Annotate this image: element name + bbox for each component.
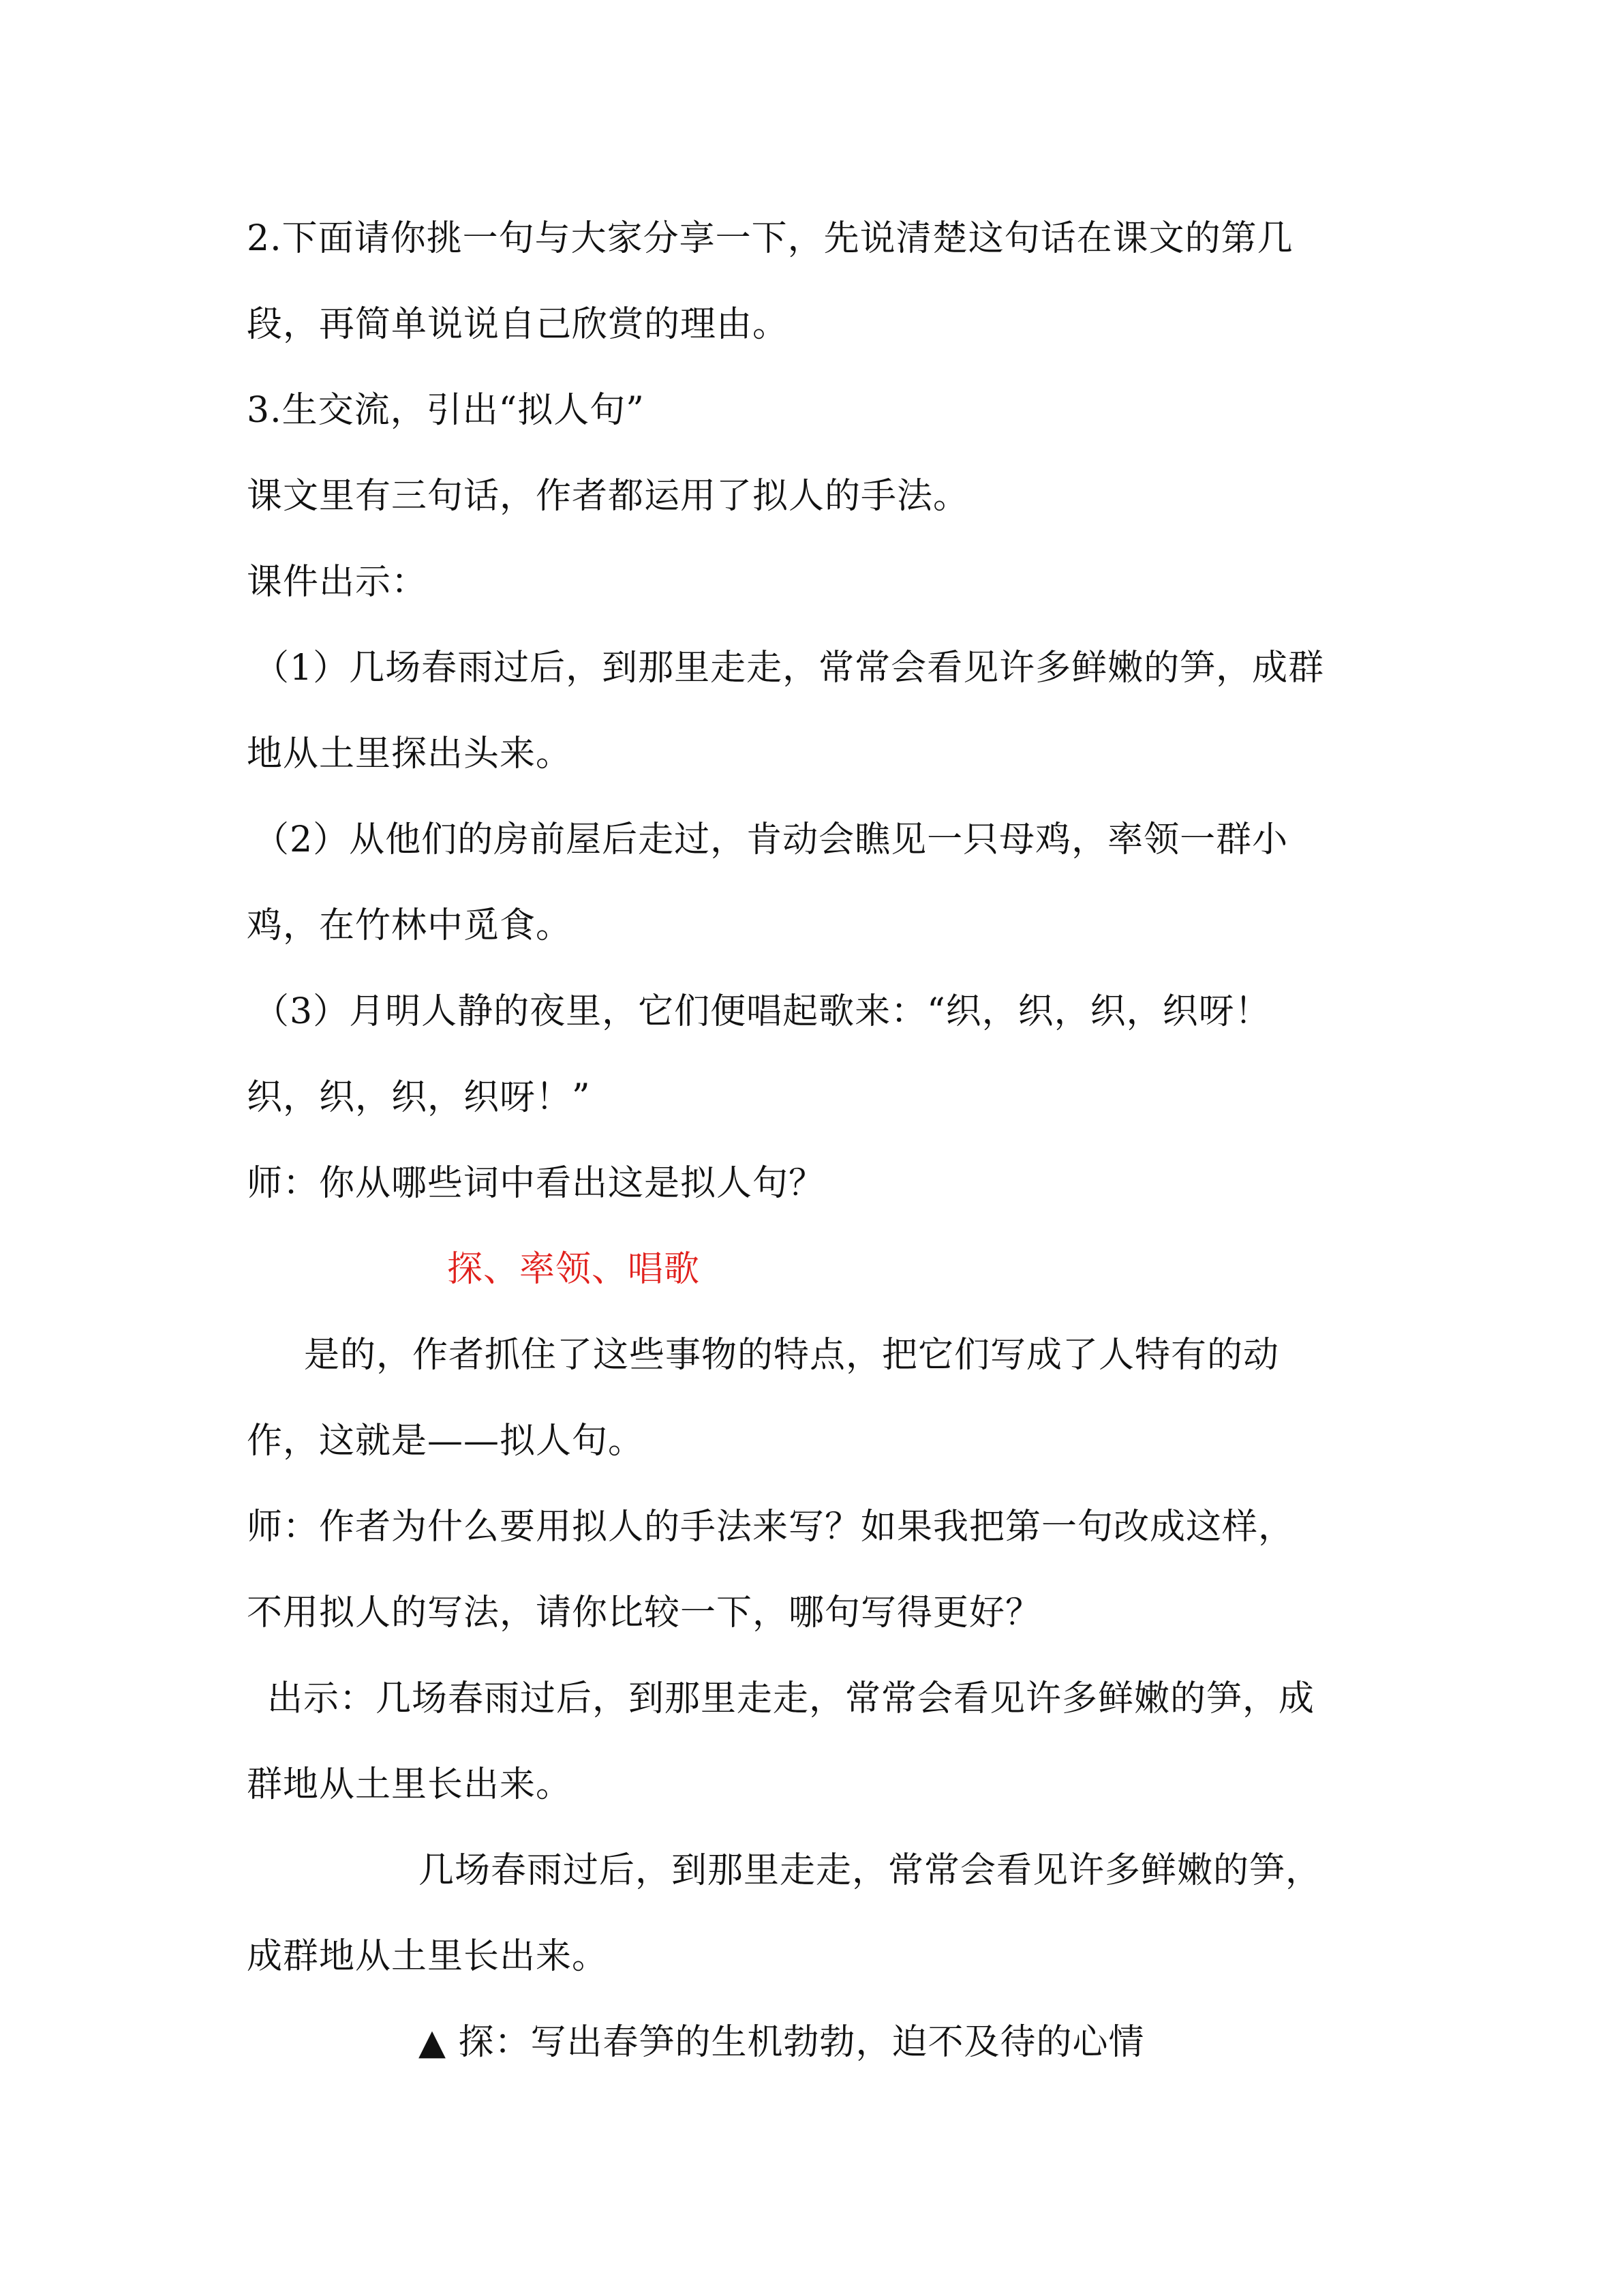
example-sentence-1: （1）几场春雨过后，到那里走走，常常会看见许多鲜嫩的笋，成群 xyxy=(254,648,1325,689)
paragraph-line: 作，这就是——拟人句。 xyxy=(247,1421,645,1462)
paragraph-line: 2.下面请你挑一句与大家分享一下，先说清楚这句话在课文的第几 xyxy=(247,218,1294,259)
paragraph-line: 群地从土里长出来。 xyxy=(247,1764,572,1805)
paragraph-line: 段，再简单说说自己欣赏的理由。 xyxy=(247,304,789,345)
triangle-note: ▲ 探：写出春笋的生机勃勃，迫不及待的心情 xyxy=(418,2022,1145,2063)
comparison-sentence-indented: 几场春雨过后，到那里走走，常常会看见许多鲜嫩的笋， xyxy=(418,1850,1322,1891)
paragraph-line: 不用拟人的写法，请你比较一下，哪句写得更好？ xyxy=(247,1592,1042,1633)
paragraph-line: 织，织，织，织呀！” xyxy=(247,1077,591,1118)
example-sentence-3: （3）月明人静的夜里，它们便唱起歌来：“织，织，织，织呀！ xyxy=(254,991,1271,1032)
paragraph-line: 课件出示： xyxy=(247,562,428,603)
paragraph-line: 成群地从土里长出来。 xyxy=(247,1936,609,1977)
highlighted-keywords: 探、率领、唱歌 xyxy=(447,1249,701,1290)
example-sentence-2: （2）从他们的房前屋后走过，肯动会瞧见一只母鸡，率领一群小 xyxy=(254,819,1289,860)
paragraph-line: 课文里有三句话，作者都运用了拟人的手法。 xyxy=(247,476,970,517)
paragraph-line: 是的，作者抓住了这些事物的特点，把它们写成了人特有的动 xyxy=(304,1335,1280,1376)
teacher-question: 师：你从哪些词中看出这是拟人句？ xyxy=(247,1163,825,1204)
teacher-question: 师：作者为什么要用拟人的手法来写？如果我把第一句改成这样， xyxy=(247,1507,1295,1547)
comparison-sentence: 出示：几场春雨过后，到那里走走，常常会看见许多鲜嫩的笋，成 xyxy=(267,1678,1315,1719)
paragraph-line: 鸡，在竹林中觅食。 xyxy=(247,905,572,946)
paragraph-line: 3.生交流，引出“拟人句” xyxy=(247,390,645,431)
paragraph-line: 地从土里探出头来。 xyxy=(247,734,572,774)
